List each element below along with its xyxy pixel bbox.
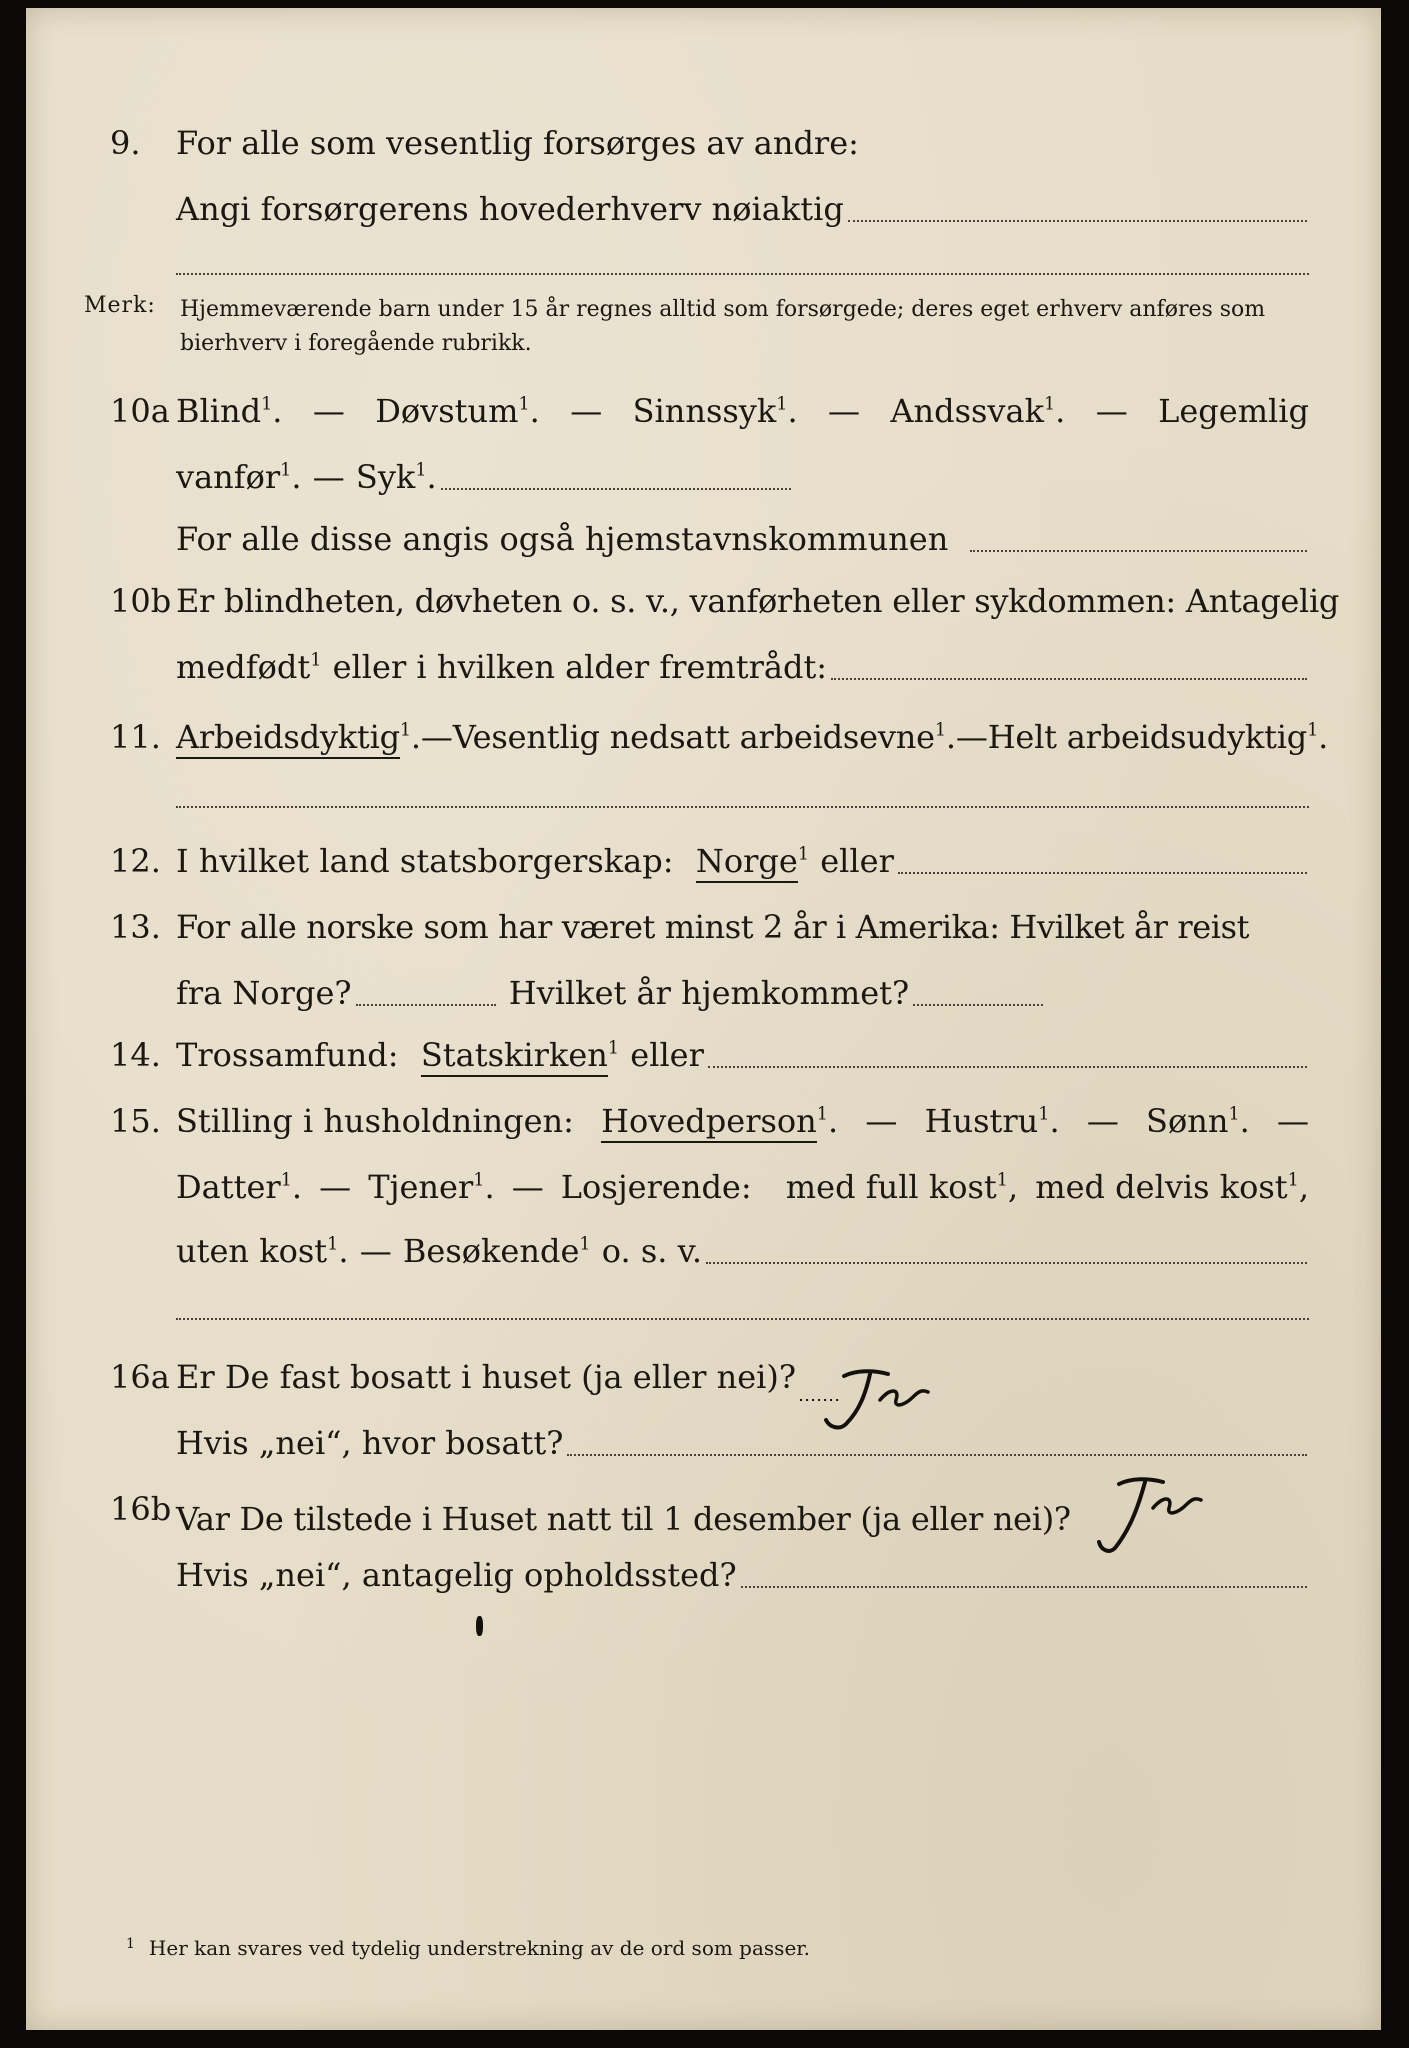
q12-question: I hvilket land statsborgerskap: <box>176 842 674 880</box>
footnote-mark: 1 <box>126 1936 135 1952</box>
q10a-syk-field[interactable] <box>441 487 791 490</box>
q10b-line1 <box>26 576 1381 630</box>
q13-fra-prompt: fra Norge? <box>176 974 352 1012</box>
q15-number: 15. <box>110 1102 161 1140</box>
dash: — <box>1086 1102 1119 1140</box>
q15-osv: o. s. v. <box>601 1232 703 1270</box>
option-full-kost[interactable]: med full kost <box>785 1168 997 1206</box>
q16a-question: Er De fast bosatt i huset (ja eller nei)? <box>176 1358 797 1396</box>
option-statskirken-selected[interactable]: Statskirken <box>421 1036 608 1077</box>
q14-number: 14. <box>110 1036 161 1074</box>
dash: — <box>1277 1102 1310 1140</box>
option-losjerende: Losjerende: <box>560 1168 752 1206</box>
q10b-alder-prompt: eller i hvilken alder fremtrådt: <box>332 648 828 686</box>
q16a-line1 <box>26 1352 1381 1406</box>
q10b-question: Er blindheten, døvheten o. s. v., vanførheten eller sykdommen: Antagelig <box>176 582 1340 620</box>
q9-extra-rule[interactable] <box>176 273 1309 275</box>
option-besokende[interactable]: Besøkende <box>402 1232 580 1270</box>
option-hustru[interactable]: Hustru <box>924 1102 1039 1140</box>
q16a-bosatt-prompt: Hvis „nei“, hvor bosatt? <box>176 1424 564 1462</box>
q10a-line2: vanfør$^1$. — Syk$^1$. <box>26 452 1381 506</box>
option-helt[interactable]: Helt arbeidsudyktig <box>987 718 1308 756</box>
dash: — <box>312 458 345 496</box>
q15-line3: uten kost$^1$. — Besøkende$^1$ o. s. v. <box>26 1226 1381 1280</box>
option-dovstum[interactable]: Døvstum <box>375 392 519 430</box>
q15-line1: 15. Stilling i husholdningen: Hovedperson$^1$. — Hustru$^1$. — Sønn$^1$. — <box>26 1096 1381 1150</box>
q13-line1 <box>26 902 1381 956</box>
statsborgerskap-field[interactable] <box>898 871 1307 874</box>
dash: — <box>420 718 453 756</box>
q13-question: For alle norske som har været minst 2 år i Amerika: Hvilket år reist <box>176 908 1250 946</box>
hjemstavn-field[interactable] <box>970 549 1307 552</box>
q10a-line3 <box>26 514 1381 568</box>
q16b-line1 <box>26 1484 1381 1538</box>
q16b-question: Var De tilstede i Huset natt til 1 desember (ja eller nei)? <box>176 1500 1071 1538</box>
dash: — <box>312 392 345 430</box>
q15-question: Stilling i husholdningen: <box>176 1102 574 1140</box>
trossamfund-field[interactable] <box>708 1065 1307 1068</box>
option-blind[interactable]: Blind <box>176 392 262 430</box>
option-vanfor[interactable]: vanfør <box>176 458 281 496</box>
option-sinnssyk[interactable]: Sinnssyk <box>632 392 777 430</box>
ink-mark <box>476 1616 483 1636</box>
option-syk[interactable]: Syk <box>355 458 416 496</box>
option-datter[interactable]: Datter <box>176 1168 281 1206</box>
dash: — <box>828 392 860 430</box>
q12-eller: eller <box>820 842 894 880</box>
option-norge-selected[interactable]: Norge <box>696 842 798 883</box>
q14-question: Trossamfund: <box>176 1036 399 1074</box>
alder-field[interactable] <box>831 677 1307 680</box>
q11-line: 11. Arbeidsdyktig$^1$. — Vesentlig nedsatt arbeidsevne$^1$. — Helt arbeidsudyktig$^1$. <box>26 712 1381 766</box>
option-legemlig[interactable]: Legemlig <box>1158 392 1309 430</box>
option-hovedperson-selected[interactable]: Hovedperson <box>601 1102 817 1143</box>
q14-line: 14. Trossamfund: Statskirken$^1$ eller <box>26 1030 1381 1084</box>
option-tjener[interactable]: Tjener <box>368 1168 474 1206</box>
q14-eller: eller <box>630 1036 704 1074</box>
q10b-number: 10b <box>110 582 172 620</box>
footnote <box>126 1936 810 1960</box>
dash: — <box>1095 392 1128 430</box>
q9-number: 9. <box>110 124 141 162</box>
q16b-opholdssted-prompt: Hvis „nei“, antagelig opholdssted? <box>176 1556 737 1594</box>
stilling-field[interactable] <box>706 1261 1307 1264</box>
dash: — <box>359 1232 392 1270</box>
q9-question: For alle som vesentlig forsørges av andre: <box>176 124 859 162</box>
option-medfodt[interactable]: medfødt <box>176 648 311 686</box>
q10b-line2: medfødt$^1$ eller i hvilken alder fremtrådt: <box>26 642 1381 696</box>
dash: — <box>570 392 603 430</box>
opholdssted-field[interactable] <box>741 1585 1307 1588</box>
option-arbeidsdyktig-selected[interactable]: Arbeidsdyktig <box>176 718 400 759</box>
option-delvis-kost[interactable]: med delvis kost <box>1035 1168 1288 1206</box>
q13-line2 <box>26 968 1381 1022</box>
q10a-number: 10a <box>110 392 170 430</box>
dash: — <box>865 1102 898 1140</box>
q12-line: 12. I hvilket land statsborgerskap: Norge$^1$ eller <box>26 836 1381 890</box>
option-uten-kost[interactable]: uten kost <box>176 1232 328 1270</box>
merk-text: Hjemmeværende barn under 15 år regnes alltid som forsørgede; deres eget erhverv anføres som bierhverv i foregående rubrikk. <box>180 297 1266 356</box>
reist-field[interactable] <box>356 1003 496 1006</box>
q9-line1 <box>26 118 1381 172</box>
q9-line2 <box>26 184 1381 238</box>
option-vesentlig[interactable]: Vesentlig nedsatt arbeidsevne <box>452 718 935 756</box>
q16a-line2 <box>26 1418 1381 1472</box>
q16a-number: 16a <box>110 1358 170 1396</box>
hjemkommet-field[interactable] <box>913 1003 1043 1006</box>
bosatt-field[interactable] <box>567 1453 1307 1456</box>
q12-number: 12. <box>110 842 161 880</box>
handwritten-ja-answer <box>1079 1470 1209 1560</box>
option-sonn[interactable]: Sønn <box>1146 1102 1229 1140</box>
dash: — <box>319 1168 352 1206</box>
q11-number: 11. <box>110 718 161 756</box>
option-andssvak[interactable]: Andssvak <box>890 392 1044 430</box>
q13-hjem-prompt: Hvilket år hjemkommet? <box>508 974 910 1012</box>
dash: — <box>955 718 988 756</box>
q16b-line2 <box>26 1550 1381 1604</box>
q15-rule[interactable] <box>176 1318 1309 1320</box>
merk-label: Merk: <box>84 293 156 318</box>
q10a-hjemstavn-prompt: For alle disse angis også hjemstavnskommunen <box>176 520 949 558</box>
q16b-answer-field[interactable] <box>1071 1490 1309 1530</box>
footnote-text: Her kan svares ved tydelig understrekning av de ord som passer. <box>148 1936 810 1960</box>
dash: — <box>511 1168 544 1206</box>
census-form-page <box>26 8 1381 2030</box>
q9-answer-field[interactable] <box>848 219 1307 222</box>
q15-line2: Datter$^1$. — Tjener$^1$. — Losjerende: med full kost$^1$, med delvis kost$^1$, <box>176 1168 1310 1206</box>
q11-rule[interactable] <box>176 806 1309 808</box>
q10a-line1: 10a Blind$^1$. — Døvstum$^1$. — Sinnssyk$^1$. — Andssvak$^1$. — Legemlig <box>110 392 1309 430</box>
q9-prompt: Angi forsørgerens hovederhverv nøiaktig <box>176 190 844 228</box>
q13-number: 13. <box>110 908 161 946</box>
q16b-number: 16b <box>110 1490 172 1528</box>
